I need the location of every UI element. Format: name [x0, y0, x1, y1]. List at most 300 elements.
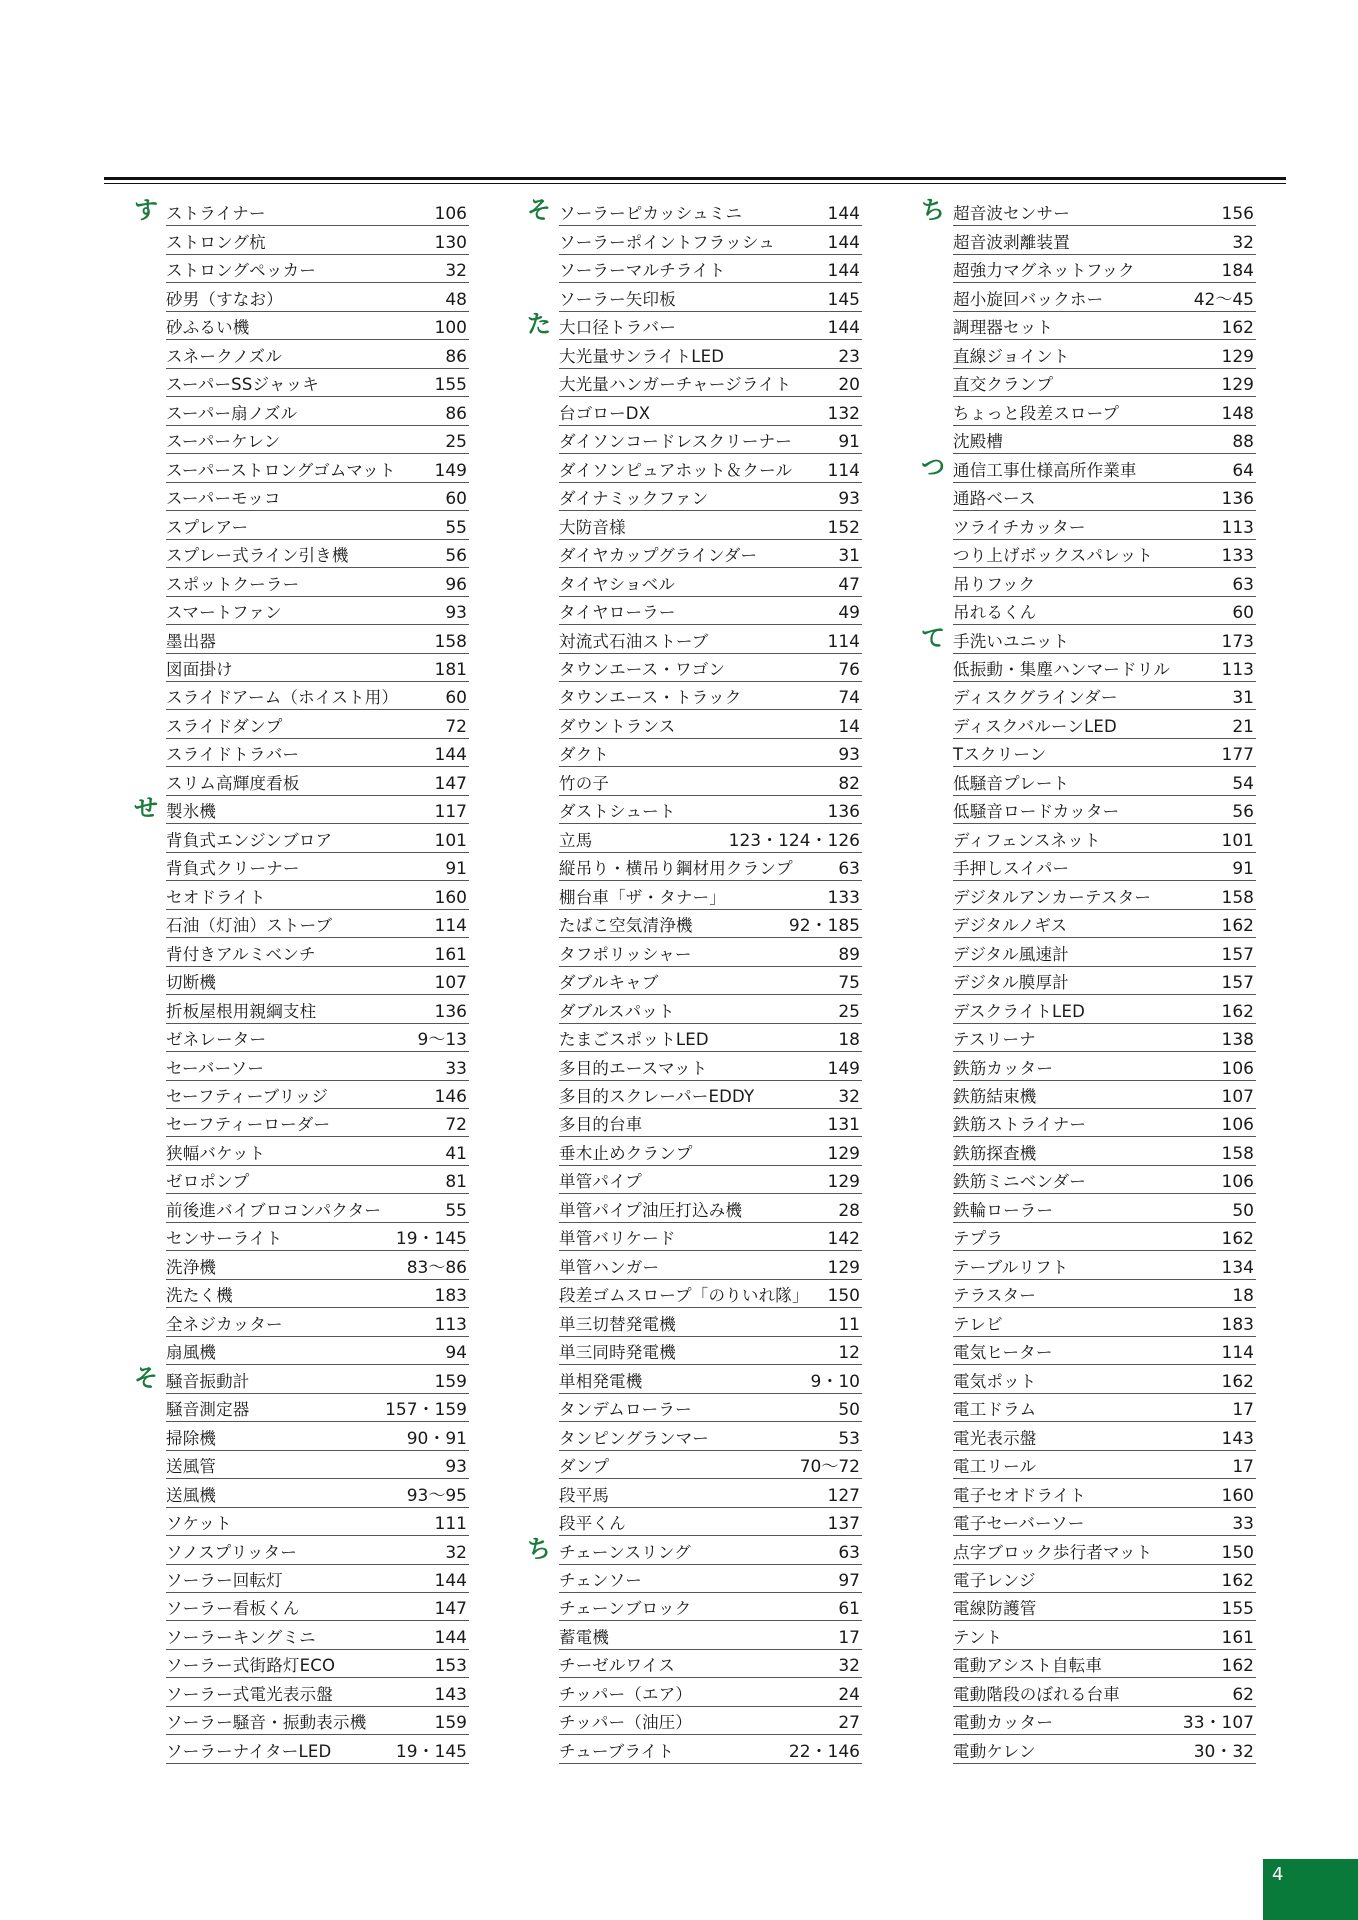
entry-name: スライドアーム（ホイスト用） — [166, 688, 399, 708]
entry-page: 76 — [838, 659, 860, 680]
entry-page: 90・91 — [406, 1428, 467, 1449]
entry-page: 89 — [838, 944, 860, 965]
entry-name: 鉄輪ローラー — [953, 1200, 1054, 1220]
entry-page: 74 — [838, 688, 860, 709]
index-entry — [953, 1280, 1256, 1308]
index-entry — [559, 511, 862, 539]
entry-page: 155 — [434, 375, 467, 396]
index-entry — [921, 452, 1256, 482]
entry-page: 136 — [1221, 489, 1254, 510]
entry-name: 鉄筋ミニベンダー — [953, 1172, 1086, 1192]
index-entry — [166, 1081, 469, 1109]
entry-name: スーパーモッコ — [166, 489, 281, 509]
entry-page: 148 — [1221, 403, 1254, 424]
entry-name: 電動階段のぼれる台車 — [953, 1684, 1120, 1704]
entry-name: スライドダンプ — [166, 716, 283, 736]
entry-page: 31 — [1232, 688, 1254, 709]
entry-name: 掃除機 — [166, 1428, 217, 1448]
entry-name: ソーラーピカッシュミニ — [559, 204, 743, 224]
entry-name: チーゼルワイス — [559, 1656, 675, 1676]
entry-page: 153 — [434, 1656, 467, 1677]
entry-name: 低振動・集塵ハンマードリル — [953, 659, 1171, 679]
entry-page: 145 — [827, 289, 860, 310]
index-entry — [559, 967, 862, 995]
entry-page: 160 — [434, 887, 467, 908]
index-entry — [559, 938, 862, 966]
entry-name: ダクト — [559, 745, 610, 765]
entry-name: 通信工事仕様高所作業車 — [953, 460, 1137, 480]
entry-name: ストライナー — [166, 204, 266, 224]
entry-name: 電工リール — [953, 1457, 1037, 1477]
entry-page: 160 — [1221, 1485, 1254, 1506]
entry-name: 単管バリケード — [559, 1229, 676, 1249]
entry-name: 調理器セット — [953, 318, 1054, 338]
index-entry — [953, 1081, 1256, 1109]
entry-page: 183 — [434, 1286, 467, 1307]
entry-name: たばこ空気清浄機 — [559, 916, 693, 936]
entry-page: 55 — [445, 1200, 467, 1221]
entry-name: チェーンスリング — [559, 1542, 691, 1562]
entry-page: 129 — [1221, 346, 1254, 367]
index-entry — [559, 682, 862, 710]
entry-page: 162 — [1221, 1570, 1254, 1591]
entry-page: 158 — [1221, 1143, 1254, 1164]
entry-name: 段差ゴムスロープ「のりいれ隊」 — [559, 1286, 809, 1306]
entry-page: 72 — [445, 716, 467, 737]
entry-name: 鉄筋ストライナー — [953, 1115, 1087, 1135]
entry-page: 83〜86 — [406, 1257, 467, 1278]
entry-page: 60 — [1232, 603, 1254, 624]
index-entry — [953, 995, 1256, 1023]
kana-section-marker: そ — [527, 196, 551, 225]
index-entry — [559, 255, 862, 283]
entry-name: ソーラーナイターLED — [166, 1741, 332, 1761]
entry-page: 143 — [434, 1684, 467, 1705]
index-entry — [953, 1451, 1256, 1479]
entry-name: ソーラー回転灯 — [166, 1570, 283, 1590]
entry-name: 段平くん — [559, 1514, 626, 1534]
index-entry — [921, 623, 1256, 653]
entry-page: 158 — [1221, 887, 1254, 908]
page-number: 4 — [1272, 1864, 1284, 1885]
entry-name: ダイナミックファン — [559, 489, 709, 509]
entry-name: 直線ジョイント — [953, 346, 1070, 366]
entry-name: 墨出器 — [166, 631, 217, 651]
index-entry — [166, 597, 469, 625]
entry-name: ツライチカッター — [953, 517, 1086, 537]
entry-name: ダイヤカップグラインダー — [559, 546, 758, 566]
index-column-3 — [921, 198, 1256, 1764]
index-entry — [559, 483, 862, 511]
entry-name: 鉄筋結束機 — [953, 1087, 1037, 1106]
entry-page: 33 — [445, 1058, 467, 1079]
entry-page: 159 — [434, 1713, 467, 1734]
entry-name: デジタル風速計 — [953, 944, 1069, 964]
index-entry — [559, 1251, 862, 1279]
entry-page: 133 — [827, 887, 860, 908]
entry-name: 砂ふるい機 — [166, 318, 250, 338]
index-entry — [953, 226, 1256, 254]
entry-page: 144 — [434, 745, 467, 766]
index-entry — [166, 1735, 469, 1763]
kana-section-marker: ち — [921, 196, 945, 225]
index-entry — [166, 1621, 469, 1649]
index-entry — [134, 794, 469, 824]
entry-name: スーパーストロングゴムマット — [166, 460, 396, 480]
entry-name: ソーラー騒音・振動表示機 — [166, 1713, 367, 1733]
entry-name: 電子レンジ — [953, 1570, 1036, 1590]
entry-name: 直交クランプ — [953, 375, 1054, 395]
entry-name: 縦吊り・横吊り鋼材用クランプ — [559, 859, 793, 879]
entry-page: 117 — [434, 802, 467, 823]
kana-section-marker: つ — [921, 452, 945, 481]
index-entry — [559, 597, 862, 625]
entry-name: ちょっと段差スロープ — [953, 403, 1120, 423]
entry-page: 93 — [445, 603, 467, 624]
entry-page: 32 — [445, 261, 467, 282]
entry-page: 12 — [838, 1343, 860, 1364]
index-entry — [953, 1707, 1256, 1735]
index-entry — [559, 767, 862, 795]
entry-name: 砂男（すなお） — [166, 289, 283, 309]
entry-name: 多目的エースマット — [559, 1058, 708, 1078]
index-entry — [953, 1735, 1256, 1763]
index-entry — [166, 454, 469, 482]
entry-page: 62 — [1232, 1684, 1254, 1705]
index-entry — [953, 255, 1256, 283]
entry-page: 149 — [434, 460, 467, 481]
entry-name: ディスクグラインダー — [953, 688, 1118, 708]
entry-name: 騒音振動計 — [166, 1371, 250, 1391]
entry-name: 蓄電機 — [559, 1627, 610, 1647]
entry-name: Tスクリーン — [953, 745, 1047, 765]
entry-name: 多目的スクレーパーEDDY — [559, 1087, 755, 1106]
index-entry — [166, 625, 469, 653]
entry-page: 42〜45 — [1193, 289, 1254, 310]
entry-name: たまごスポットLED — [559, 1030, 709, 1050]
index-column-1 — [134, 198, 469, 1764]
index-entry — [166, 255, 469, 283]
entry-page: 32 — [838, 1087, 860, 1107]
index-entry — [166, 1280, 469, 1308]
index-entry — [166, 1422, 469, 1450]
entry-name: デスクライトLED — [953, 1001, 1085, 1021]
index-entry — [953, 739, 1256, 767]
entry-page: 150 — [1221, 1542, 1254, 1563]
entry-page: 101 — [1221, 830, 1254, 851]
entry-name: デジタルアンカーテスター — [953, 887, 1152, 907]
index-entry — [166, 568, 469, 596]
entry-name: スーパーケレン — [166, 432, 281, 452]
entry-name: 電気ヒーター — [953, 1343, 1053, 1363]
index-entry — [166, 1109, 469, 1137]
entry-name: テラスター — [953, 1286, 1037, 1306]
entry-name: ソーラー看板くん — [166, 1599, 300, 1619]
index-entry — [166, 540, 469, 568]
entry-page: 23 — [838, 346, 860, 367]
entry-name: 電子セオドライト — [953, 1485, 1087, 1505]
entry-name: ストロングペッカー — [166, 261, 316, 281]
entry-page: 64 — [1232, 460, 1254, 481]
entry-name: タンデムローラー — [559, 1400, 692, 1420]
entry-name: テーブルリフト — [953, 1257, 1069, 1277]
entry-page: 48 — [445, 289, 467, 310]
index-entry — [953, 1166, 1256, 1194]
index-entry — [559, 796, 862, 824]
index-entry — [166, 1650, 469, 1678]
entry-name: 超音波剥離装置 — [953, 232, 1070, 252]
entry-name: 前後進バイブロコンパクター — [166, 1200, 382, 1220]
index-entry — [559, 568, 862, 596]
index-entry — [559, 1308, 862, 1336]
index-entry — [166, 1052, 469, 1080]
entry-name: 手洗いユニット — [953, 631, 1070, 651]
index-entry — [166, 1166, 469, 1194]
entry-name: 低騒音プレート — [953, 773, 1070, 793]
entry-page: 158 — [434, 631, 467, 652]
entry-name: 垂木止めクランプ — [559, 1143, 693, 1163]
index-entry — [166, 1251, 469, 1279]
entry-page: 129 — [1221, 375, 1254, 396]
entry-name: 単三同時発電機 — [559, 1343, 676, 1363]
entry-page: 132 — [827, 403, 860, 424]
index-entry — [559, 1735, 862, 1763]
entry-name: タイヤショベル — [559, 574, 676, 594]
entry-name: 大光量ハンガーチャージライト — [559, 375, 792, 395]
entry-name: スポットクーラー — [166, 574, 300, 594]
entry-page: 9・10 — [810, 1371, 860, 1392]
entry-name: 段平馬 — [559, 1485, 610, 1505]
entry-page: 96 — [445, 574, 467, 595]
entry-name: 単管ハンガー — [559, 1257, 660, 1277]
entry-page: 28 — [838, 1200, 860, 1221]
entry-page: 130 — [434, 232, 467, 253]
entry-page: 134 — [1221, 1257, 1254, 1278]
entry-name: ソーラー式電光表示盤 — [166, 1684, 333, 1704]
index-entry — [953, 1251, 1256, 1279]
index-entry — [953, 483, 1256, 511]
entry-name: 棚台車「ザ・タナー」 — [559, 887, 726, 907]
index-entry — [953, 767, 1256, 795]
entry-name: 多目的台車 — [559, 1115, 643, 1135]
entry-page: 136 — [434, 1001, 467, 1022]
entry-name: 大口径トラバー — [559, 318, 676, 338]
entry-name: スーパーSSジャッキ — [166, 375, 319, 395]
entry-page: 137 — [827, 1514, 860, 1535]
entry-page: 63 — [1232, 574, 1254, 595]
index-entry — [953, 1422, 1256, 1450]
index-entry — [166, 312, 469, 340]
entry-name: ゼロポンプ — [166, 1172, 250, 1192]
index-entry — [953, 1650, 1256, 1678]
entry-page: 53 — [838, 1428, 860, 1449]
header-rule-thin — [104, 183, 1286, 184]
entry-page: 56 — [445, 546, 467, 567]
entry-name: ダイソンコードレスクリーナー — [559, 432, 792, 452]
entry-name: スプレー式ライン引き機 — [166, 546, 349, 566]
entry-page: 33・107 — [1182, 1713, 1254, 1734]
entry-page: 150 — [827, 1286, 860, 1307]
index-entry — [953, 682, 1256, 710]
entry-name: 単三切替発電機 — [559, 1314, 676, 1334]
entry-page: 32 — [1232, 232, 1254, 253]
entry-page: 63 — [838, 1542, 860, 1563]
entry-page: 111 — [434, 1514, 467, 1535]
index-entry — [559, 1137, 862, 1165]
entry-page: 161 — [434, 944, 467, 965]
entry-page: 144 — [434, 1570, 467, 1591]
index-entry — [559, 995, 862, 1023]
entry-name: 単管パイプ油圧打込み機 — [559, 1200, 743, 1220]
index-entry — [953, 369, 1256, 397]
index-entry — [953, 540, 1256, 568]
index-entry — [953, 1536, 1256, 1564]
kana-section-marker: せ — [134, 794, 158, 823]
entry-name: ダブルキャブ — [559, 973, 659, 993]
index-entry — [953, 397, 1256, 425]
index-entry — [953, 426, 1256, 454]
index-entry — [166, 824, 469, 852]
entry-name: 単管パイプ — [559, 1172, 643, 1192]
entry-page: 177 — [1221, 745, 1254, 766]
entry-page: 97 — [838, 1570, 860, 1591]
entry-name: ダイソンピュアホット＆クール — [559, 460, 793, 480]
entry-name: 大防音様 — [559, 517, 626, 537]
entry-name: ダブルスパット — [559, 1001, 675, 1021]
entry-page: 161 — [1221, 1627, 1254, 1648]
index-entry — [921, 196, 1256, 226]
entry-page: 114 — [827, 460, 860, 481]
entry-page: 157 — [1221, 944, 1254, 965]
index-entry — [953, 1565, 1256, 1593]
entry-page: 114 — [434, 916, 467, 937]
index-entry — [953, 312, 1256, 340]
entry-name: 超音波センサー — [953, 204, 1070, 224]
index-entry — [166, 1451, 469, 1479]
entry-page: 94 — [445, 1343, 467, 1364]
index-entry — [559, 397, 862, 425]
index-entry — [953, 340, 1256, 368]
index-entry — [559, 739, 862, 767]
entry-page: 93 — [838, 489, 860, 510]
index-entry — [559, 226, 862, 254]
entry-name: 洗浄機 — [166, 1257, 217, 1277]
entry-page: 61 — [838, 1599, 860, 1620]
index-entry — [559, 910, 862, 938]
entry-page: 106 — [1221, 1115, 1254, 1136]
index-entry — [953, 1194, 1256, 1222]
entry-page: 14 — [838, 716, 860, 737]
entry-page: 162 — [1221, 318, 1254, 339]
index-entry — [166, 283, 469, 311]
entry-name: 電動アシスト自転車 — [953, 1656, 1103, 1676]
index-entry — [559, 283, 862, 311]
index-entry — [166, 226, 469, 254]
index-entry — [166, 938, 469, 966]
index-entry — [953, 283, 1256, 311]
entry-name: タフポリッシャー — [559, 944, 692, 964]
entry-page: 147 — [434, 1599, 467, 1620]
entry-name: 石油（灯油）ストーブ — [166, 916, 333, 936]
entry-page: 152 — [827, 517, 860, 538]
entry-page: 162 — [1221, 1229, 1254, 1250]
entry-page: 22・146 — [788, 1741, 860, 1762]
index-entry — [559, 369, 862, 397]
entry-name: 切断機 — [166, 973, 217, 993]
index-entry — [953, 1365, 1256, 1393]
index-entry — [953, 1508, 1256, 1536]
entry-page: 144 — [827, 261, 860, 282]
index-entry — [953, 1621, 1256, 1649]
entry-name: 竹の子 — [559, 773, 610, 793]
entry-page: 173 — [1221, 631, 1254, 652]
entry-name: チッパー（油圧） — [559, 1713, 693, 1733]
index-entry — [559, 1394, 862, 1422]
entry-page: 93 — [445, 1457, 467, 1478]
entry-name: ソノスプリッター — [166, 1542, 297, 1562]
index-entry — [166, 1308, 469, 1336]
entry-name: タウンエース・トラック — [559, 688, 742, 708]
entry-name: 電子セーバーソー — [953, 1514, 1085, 1534]
entry-page: 113 — [434, 1314, 467, 1335]
entry-name: 背負式クリーナー — [166, 859, 300, 879]
index-entry — [559, 1337, 862, 1365]
index-entry — [953, 1137, 1256, 1165]
entry-page: 32 — [838, 1656, 860, 1677]
entry-name: ストロング杭 — [166, 232, 266, 252]
kana-section-marker: そ — [134, 1363, 158, 1392]
index-entry — [559, 1052, 862, 1080]
entry-name: ソーラーキングミニ — [166, 1627, 316, 1647]
entry-page: 106 — [434, 204, 467, 225]
entry-page: 31 — [838, 546, 860, 567]
index-entry — [953, 824, 1256, 852]
index-entry — [166, 1024, 469, 1052]
index-entry — [559, 1508, 862, 1536]
entry-name: スネークノズル — [166, 346, 282, 366]
entry-page: 82 — [838, 773, 860, 794]
index-entry — [559, 710, 862, 738]
index-entry — [953, 710, 1256, 738]
index-entry — [559, 1194, 862, 1222]
entry-page: 123・124・126 — [728, 830, 860, 851]
entry-name: タイヤローラー — [559, 603, 676, 623]
index-entry — [166, 1394, 469, 1422]
entry-page: 75 — [838, 973, 860, 994]
index-entry — [559, 1422, 862, 1450]
header-rule — [104, 177, 1286, 180]
index-entry — [559, 1024, 862, 1052]
index-entry — [953, 1394, 1256, 1422]
entry-page: 56 — [1232, 802, 1254, 823]
entry-page: 18 — [838, 1030, 860, 1051]
entry-page: 70〜72 — [799, 1457, 860, 1478]
entry-page: 17 — [1232, 1457, 1254, 1478]
entry-page: 25 — [445, 432, 467, 453]
index-entry — [166, 1536, 469, 1564]
entry-name: ダストシュート — [559, 802, 676, 822]
index-entry — [559, 1593, 862, 1621]
entry-page: 146 — [434, 1087, 467, 1107]
entry-page: 41 — [445, 1143, 467, 1164]
entry-name: 鉄筋カッター — [953, 1058, 1054, 1078]
entry-name: 送風管 — [166, 1457, 217, 1477]
entry-name: センサーライト — [166, 1229, 283, 1249]
entry-page: 144 — [827, 232, 860, 253]
entry-page: 88 — [1232, 432, 1254, 453]
entry-page: 157 — [1221, 973, 1254, 994]
entry-page: 106 — [1221, 1058, 1254, 1079]
